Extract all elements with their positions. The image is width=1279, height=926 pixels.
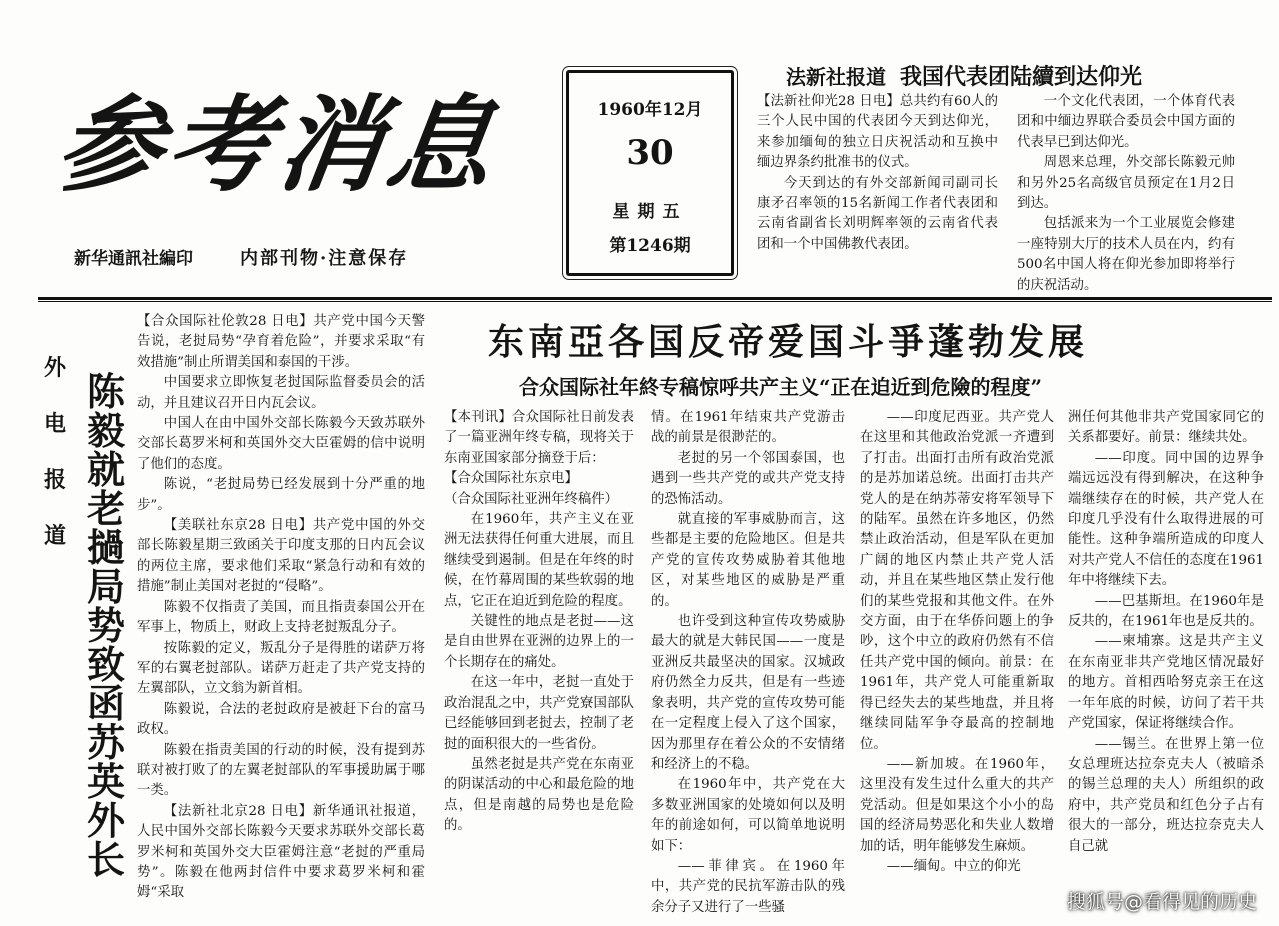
masthead-rule	[38, 297, 1272, 300]
paragraph: 周恩来总理，外交部长陈毅元帅和另外25名高级官员预定在1月2日到达。	[1017, 155, 1235, 212]
main-story-column-2	[651, 408, 845, 926]
paragraph: 陈毅不仅指责了美国，而且指责泰国公开在军事上，物质上，财政上支持老挝叛乱分子。	[137, 599, 425, 636]
date-day: 30	[626, 133, 674, 173]
paragraph: ——柬埔寨。这是共产主义在东南亚非共产党地区情况最好的地方。首相西哈努克亲王在这一年年底的时候，访问了若干共产党国家，保证将继续合作。	[1068, 634, 1264, 732]
watermark: 搜狐号@看得见的历史	[1066, 891, 1257, 913]
paragraph: 洲任何其他非共产党国家同它的关系都要好。前景：继续共处。	[1068, 410, 1264, 446]
paragraph: 按陈毅的定义，叛乱分子是得胜的诺萨万将军的右翼老挝部队。诺萨万赶走了共产党支持的左翼部队，立文翁为新首相。	[137, 640, 425, 697]
issue-number: 第1246期	[609, 236, 691, 256]
paragraph: 虽然老挝是共产党在东南亚的阴谋活动的中心和最危险的地点，但是南越的局势也是危险的。	[444, 756, 634, 834]
paragraph: 关键性的地点是老挝——这是自由世界在亚洲的边界上的一个长期存在的痛处。	[444, 614, 634, 670]
section-label-text: 外 电 报 道	[43, 355, 66, 549]
paragraph: 【合众国际社伦敦28 日电】共产党中国今天警告说，老挝局势“孕育着危险”，并要求采取“有效措施”制止所谓美国和泰国的干涉。	[137, 314, 425, 370]
paragraph: 老挝的另一个邻国泰国，也遇到一些共产党的或共产党支持的恐怖活动。	[651, 450, 845, 507]
paragraph: 情。在1961年结束共产党游击战的前景是很渺茫的。	[651, 410, 845, 446]
paragraph: 今天到达的有外交部新闻司副司长康矛召率领的15名新闻工作者代表团和云南省副省长刘明辉率领的云南省代表团和一个中国佛教代表团。	[757, 175, 998, 252]
paragraph: ——锡兰。在世界上第一位女总理班达拉奈克夫人（被暗杀的锡兰总理的夫人）所组织的政府中，共产党员和红色分子占有很大的一部分，班达拉奈克夫人自己就	[1068, 736, 1264, 854]
main-headline: 东南亞各国反帝爱国斗爭蓬勃发展	[488, 321, 1089, 363]
paragraph: 【本刊讯】合众国际社日前发表了一篇亚洲年终专稿，现将关于东南亚国家部分摘登于后：	[444, 410, 634, 466]
paragraph: 在1960年，共产主义在亚洲无法获得任何重大进展，而且继续受到遏制。但是在年终的时候，在竹幕周围的某些软弱的地点，它正在迫近到危险的程度。	[444, 512, 634, 609]
main-story-column-3	[860, 408, 1054, 926]
top-story-headline: 我国代表团陆續到达仰光	[900, 64, 1143, 90]
top-story-source: 法新社报道	[786, 65, 886, 89]
paragraph: 【美联社东京28 日电】共产党中国的外交部长陈毅星期三致函关于印度支那的日内瓦会议的两位主席，要求他们采取“紧急行动和有效的措施”制止美国对老挝的“侵略”。	[137, 518, 425, 595]
left-story-body	[137, 312, 425, 926]
top-story-column-1	[757, 92, 998, 292]
top-story-column-2	[1017, 92, 1235, 292]
section-label	[40, 340, 70, 564]
date-weekday: 星期五	[612, 202, 688, 222]
publisher-line: 新华通訊社編印	[74, 249, 193, 269]
main-story-column-4	[1068, 408, 1264, 926]
masthead-title: 参考消息	[49, 83, 507, 206]
date-box	[566, 70, 734, 276]
paragraph: ——缅甸。中立的仰光	[886, 858, 1021, 874]
paragraph: 【法新社北京28 日电】新华通讯社报道，人民中国外交部长陈毅今天要求苏联外交部长葛罗米柯和英国外交大臣霍姆注意“老挝的严重局势”。陈毅在他两封信件中要求葛罗米柯和霍姆“采取	[137, 803, 425, 901]
main-subheadline: 合众国际社年終专稿惊呼共产主义“正在迫近到危險的程度”	[519, 375, 1043, 399]
paragraph: 在1960年中，共产党在大多数亚洲国家的处境如何以及明年的前途如何，可以简单地说明如下：	[651, 777, 845, 854]
paragraph: 【法新社仰光28 日电】总共约有60人的三个人民中国的代表团今天到达仰光，来参加缅甸的独立日庆祝活动和互换中缅边界条约批准书的仪式。	[757, 94, 998, 171]
masthead-rule-thin	[38, 301, 1272, 302]
paragraph: ——印度尼西亚。共产党人在这里和其他政治党派一齐遭到了打击。出面打击所有政治党派的是苏加诺总统。出面打击共产党人的是在纳苏蒂安将军领导下的陆军。虽然在许多地区，仍然禁止政治活动，但是军队在更加广阔的地区内禁止共产党人活动，并且在某些地区禁止发行他们的某些党报和其他文件。在外交方面，由于在华侨问题上的争吵，这个中立的政府仍然有不信任共产党中国的倾向。前景：在1961年，共产党人可能重新取得已经失去的某些地盘，并且将继续同陆军争夺最高的控制地位。	[860, 410, 1054, 752]
paragraph: ——菲律宾。在1960年中，共产党的民抗军游击队的残余分子又进行了一些骚	[651, 858, 845, 915]
paragraph: 中国人在由中国外交部长陈毅今天致苏联外交部长葛罗米柯和英国外交大臣霍姆的信中说明了他们的态度。	[137, 416, 425, 472]
paragraph: 陈毅说，合法的老挝政府是被赶下台的富马政权。	[137, 701, 425, 738]
paragraph: 一个文化代表团，一个体育代表团和中缅边界联合委员会中国方面的代表早已到达仰光。	[1017, 94, 1235, 150]
paragraph: （合众国际社亚洲年终稿件）	[444, 491, 619, 507]
paragraph: 陈毅在指责美国的行动的时候，没有提到苏联对被打败了的左翼老挝部队的军事援助属于哪一类。	[137, 742, 425, 799]
paragraph: ——新加坡。在1960年，这里没有发生过什么重大的共产党活动。但是如果这个小小的岛国的经济局势恶化和失业人数增加的话，明年能够发生麻烦。	[860, 756, 1054, 854]
paragraph: ——印度。同中国的边界争端远远没有得到解决，在这种争端继续存在的时候，共产党人在印度几乎没有什么取得进展的可能性。这种争端所造成的印度人对共产党人不信任的态度在1961年中将继续下去。	[1068, 450, 1264, 589]
paragraph: ——巴基斯坦。在1960年是反共的，在1961年也是反共的。	[1068, 593, 1264, 630]
left-story-headline: 陈 毅 就 老 撾 局 势 致 函 苏 英 外 长	[86, 369, 125, 882]
main-story-column-1	[444, 408, 634, 926]
top-story-headline-row	[786, 60, 1142, 91]
paragraph: 陈说，“老挝局势已经发展到十分严重的地步”。	[137, 477, 425, 513]
paragraph: 包括派来为一个工业展览会修建一座特别大厅的技术人员在内，约有500名中国人将在仰光参加即将举行的庆祝活动。	[1017, 216, 1235, 292]
paragraph: 【合众国际社东京电】	[444, 471, 578, 487]
internal-publication-note: 内部刊物·注意保存	[240, 248, 409, 269]
date-year-month: 1960年12月	[597, 100, 703, 120]
paragraph: 中国要求立即恢复老挝国际监督委员会的活动，并且建议召开日内瓦会议。	[137, 375, 425, 411]
paragraph: 也许受到这种宣传攻势威胁最大的就是大韩民国——一度是亚洲反共最坚决的国家。汉城政府仍然全力反共，但是有一些迹象表明，共产党的宣传攻势可能在一定程度上侵入了这个国家，因为那里存在着公众的不安情绪和经济上的不稳。	[651, 614, 845, 772]
paragraph: 在这一年中，老挝一直处于政治混乱之中，共产党寮国部队已经能够回到老挝去，控制了老挝的面积很大的一些省份。	[444, 675, 634, 752]
paragraph: 就直接的军事威胁而言，这些都是主要的危险地区。但是共产党的宣传攻势威胁着其他地区，对某些地区的威胁是严重的。	[651, 512, 845, 609]
